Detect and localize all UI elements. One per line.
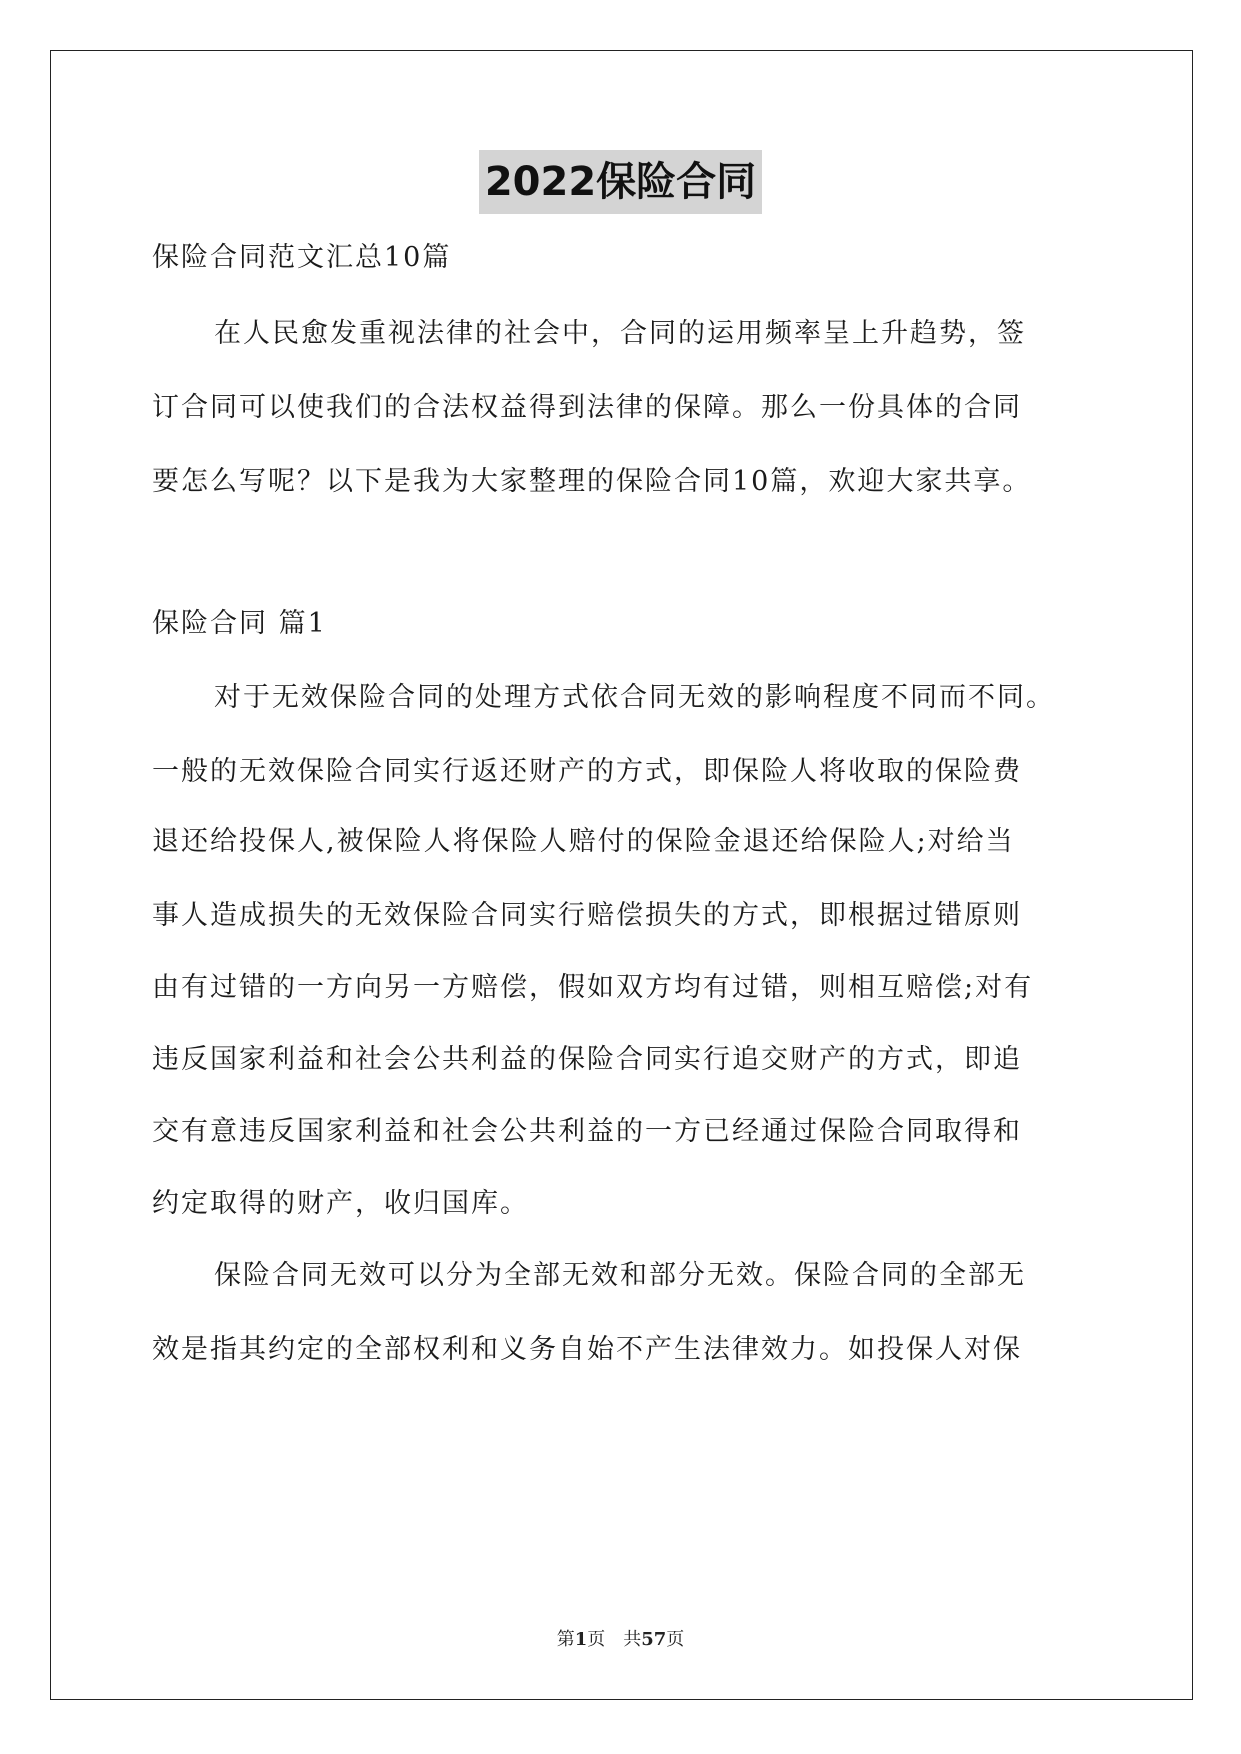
paragraph-line: 约定取得的财产，收归国库。 [152, 1188, 529, 1219]
page-footer [0, 1628, 1241, 1652]
document-title: 2022保险合同 [479, 150, 762, 214]
intro-line: 在人民愈发重视法律的社会中，合同的运用频率呈上升趋势，签 [214, 318, 1026, 349]
intro-line: 订合同可以使我们的合法权益得到法律的保障。那么一份具体的合同 [152, 392, 1022, 423]
paragraph-line: 由有过错的一方向另一方赔偿，假如双方均有过错，则相互赔偿;对有 [152, 972, 1034, 1003]
paragraph-line: 对于无效保险合同的处理方式依合同无效的影响程度不同而不同。 [214, 682, 1055, 713]
title-container [0, 150, 1241, 214]
total-page-count: 57 [641, 1629, 667, 1650]
footer-prefix: 第 [556, 1629, 575, 1650]
paragraph-line: 保险合同无效可以分为全部无效和部分无效。保险合同的全部无 [214, 1260, 1026, 1291]
page-border [50, 50, 1193, 1700]
footer-suffix: 页 [666, 1629, 685, 1650]
current-page-number: 1 [574, 1629, 588, 1650]
paragraph-line: 退还给投保人,被保险人将保险人赔付的保险金退还给保险人;对给当 [152, 826, 1015, 857]
paragraph-line: 一般的无效保险合同实行返还财产的方式，即保险人将收取的保险费 [152, 756, 1022, 787]
paragraph-line: 违反国家利益和社会公共利益的保险合同实行追交财产的方式，即追 [152, 1044, 1022, 1075]
footer-middle: 页 共 [587, 1629, 642, 1650]
paragraph-line: 效是指其约定的全部权利和义务自始不产生法律效力。如投保人对保 [152, 1334, 1022, 1365]
section-heading: 保险合同 篇1 [152, 608, 327, 639]
subtitle: 保险合同范文汇总10篇 [152, 242, 452, 273]
intro-line: 要怎么写呢？以下是我为大家整理的保险合同10篇，欢迎大家共享。 [152, 466, 1032, 497]
paragraph-line: 事人造成损失的无效保险合同实行赔偿损失的方式，即根据过错原则 [152, 900, 1022, 931]
paragraph-line: 交有意违反国家利益和社会公共利益的一方已经通过保险合同取得和 [152, 1116, 1022, 1147]
